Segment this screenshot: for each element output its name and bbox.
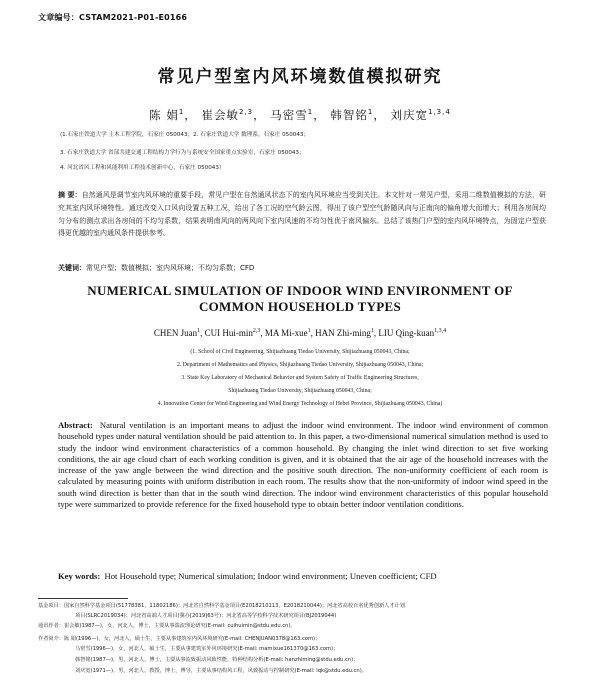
en-affiliation: 2. Department of Mathematics and Physics, Shijiazhuang Tiedao University, Shijiazhuang 050043, China; <box>176 362 424 368</box>
en-author-name: HAN Zhi-ming <box>315 328 371 338</box>
footnote-line: 通讯作者：崔会敏(1987—)，女，河北人，博士，主要从事湍流理论研究(E-mail: cuihuimin@stdu.edu.cn)。 <box>38 623 296 629</box>
en-affiliation: Shijiazhuang Tiedao University, Shijiazhuang 050043, China; <box>228 388 372 394</box>
chinese-abstract <box>58 189 546 240</box>
en-author-sup: 1 <box>370 328 374 334</box>
english-keywords <box>58 571 548 581</box>
en-author-sup: 2,3 <box>252 328 261 334</box>
en-affiliation: 4. Innovation Center for Wind Engineering and Wind Energy Technology of Hebei Province, Shijiazhuang 050043, China) <box>157 401 443 407</box>
cn-author-name: 陈 娟 <box>149 108 179 122</box>
en-affiliation: (1. School of Civil Engineering, Shijiazhuang Tiedao University, Shijiazhuang 050043, China; <box>190 349 410 355</box>
chinese-title: 常见户型室内风环境数值模拟研究 <box>157 67 443 87</box>
en-author-name: LIU Qing-kuan <box>378 328 435 338</box>
en-title-line: COMMON HOUSEHOLD TYPES <box>198 299 402 314</box>
en-author-name: MA Mi-xue <box>264 328 308 338</box>
footnote-line: 项目(SLRC2019034)；河北省高端人才项目(冀办[2019]63号)；河北省高等学校科学技术研究项目(BJ2019044) <box>75 613 337 619</box>
cn-author-sup: 1 <box>178 108 185 117</box>
en-affiliation: 3. State Key Laboratory of Mechanical Behavior and System Safety of Traffic Engineering Structures, <box>181 375 419 381</box>
en-author-sup: 1 <box>197 328 201 334</box>
english-abstract <box>58 420 548 510</box>
cn-author-name: 刘庆宽 <box>390 108 428 122</box>
cn-author-sup: 1,3,4 <box>428 108 451 117</box>
cn-author-sup: 2,3 <box>238 108 254 117</box>
cn-abstract-text: 自然通风是调节室内风环境的重要手段，常见户型在自然通风状态下的室内风环境应当受到关注。本文针对一常见户型，采用二维数值模拟的方法，研究其室内风环境特性。通过改变入口风向设置五种工况，给出了各工况的空气龄云图，得出了该户型空气龄随风向与正南向的偏角增大而增大；利用各房间均匀分布的测点求出各房间的不均匀系数，结果表明南风向的两风向下室内风速的不均匀性优于南风偏东。总结了该热门户型的室内风环境特点，为固定户型获得更优越的室内通风条件提供参考。 <box>58 191 547 238</box>
en-keywords-label: Key words: <box>58 571 101 581</box>
cn-author-name: 崔会敏 <box>201 108 239 122</box>
english-authors: CHEN Juan$^1$, CUI Hui-$\min^{2,3}$, MA Mi-xue$^1$, HAN Zhi-ming$^1$, LIU Qing-kuan$^{1,3,4}$ <box>153 328 447 338</box>
cn-affiliation: 3. 石家庄铁道大学 省部共建交通工程结构力学行为与系统安全国家重点实验室，石家庄 050043； <box>60 150 305 156</box>
en-author-name: CUI Hui-min <box>204 328 253 338</box>
cn-affiliation: 4. 河北省风工程和风能利用工程技术创新中心，石家庄 050043） <box>60 165 225 171</box>
chinese-keywords <box>58 263 546 273</box>
article-number: 文章编号：CSTAM2021-P01-E0166 <box>38 13 188 22</box>
footnote-divider <box>38 598 128 599</box>
footnote-line: 刘庆宽(1971—)，男，河北人，教授，博士，博导，主要从事结构风工程，风致振动与控制研究(E-mail: lqk@stdu.edu.cn)。 <box>75 668 367 674</box>
chinese-authors: 陈 娟$^1$， 崔会敏$^{2,3}$， 马密雪$^1$， 韩智铭$^1$， 刘庆宽$^{1,3,4}$ <box>149 108 451 122</box>
en-title-line: NUMERICAL SIMULATION OF INDOOR WIND ENVIRONMENT OF <box>87 283 513 298</box>
cn-author-name: 马密雪 <box>270 108 308 122</box>
footnote-line: 马密雪(1996—)，女，河北人，硕士生，主要从事建筑室外风环境研究(E-mail: mamixue161370@163.com)； <box>75 646 339 652</box>
footnote-line: 基金项目：国家自然科学基金项目(51778381，11802186)；河北省自然科学基金项目(E2018210113，E2018210044)；河北省高校百名优秀创新人才计划 <box>38 603 405 609</box>
cn-keywords-label: 关键词： <box>58 264 86 272</box>
en-keywords-text: Hot Household type; Numerical simulation; Indoor wind environment; Uneven coefficient; CFD <box>104 571 437 581</box>
english-title <box>0 283 600 315</box>
cn-affiliation: (1.石家庄铁道大学 土木工程学院，石家庄 050043；2. 石家庄铁道大学 数理系，石家庄 050043； <box>60 132 310 138</box>
cn-author-sup: 1 <box>367 108 374 117</box>
en-abstract-text: Natural ventilation is an important means to adjust the indoor wind environment. The indoor wind environment of common household types under natural ventilation should be paid attention to. In this paper, a two-dimensional numerical simulation method is used to study the indoor wind environment characteristics of a common household. By changing the inlet wind direction to set five working conditions, the air age cloud chart of each working condition is given, and it is obtained that the air age of the household increases with the increase of the yaw angle between the wind direction and the positive south direction. The non-uniformity coefficient of each room is calculated by measuring points with uniform distribution in each room. The results show that the non-uniformity of indoor wind speed in the south wind direction is better than that in the south wind direction. The indoor wind environment characteristics of this popular household type were summarized to provide reference for the fixed household type to obtain better indoor ventilation conditions. <box>58 420 548 510</box>
footnote-line: 韩智铭(1987—)，男，河北人，博士，主要从事流致振动风致性能，特种结构分析(E-mail: hanzhiming@stdu.edu.cn)； <box>75 657 359 663</box>
cn-keywords-text: 常见户型；数值模拟；室内风环境；不均匀系数；CFD <box>86 264 255 272</box>
cn-author-sup: 1 <box>307 108 314 117</box>
cn-abstract-label: 摘 要： <box>58 191 82 199</box>
en-abstract-label: Abstract: <box>58 420 93 430</box>
en-author-sup: 1 <box>307 328 311 334</box>
footnote-line: 作者简介：陈 娟(1996—)，女，河北人，硕士生，主要从事建筑室内风环境研究(E-mail: CHENJUAN0378@163.com)； <box>38 636 321 642</box>
cn-author-name: 韩智铭 <box>330 108 368 122</box>
en-author-sup: 1,3,4 <box>434 328 447 334</box>
en-author-name: CHEN Juan <box>153 328 198 338</box>
